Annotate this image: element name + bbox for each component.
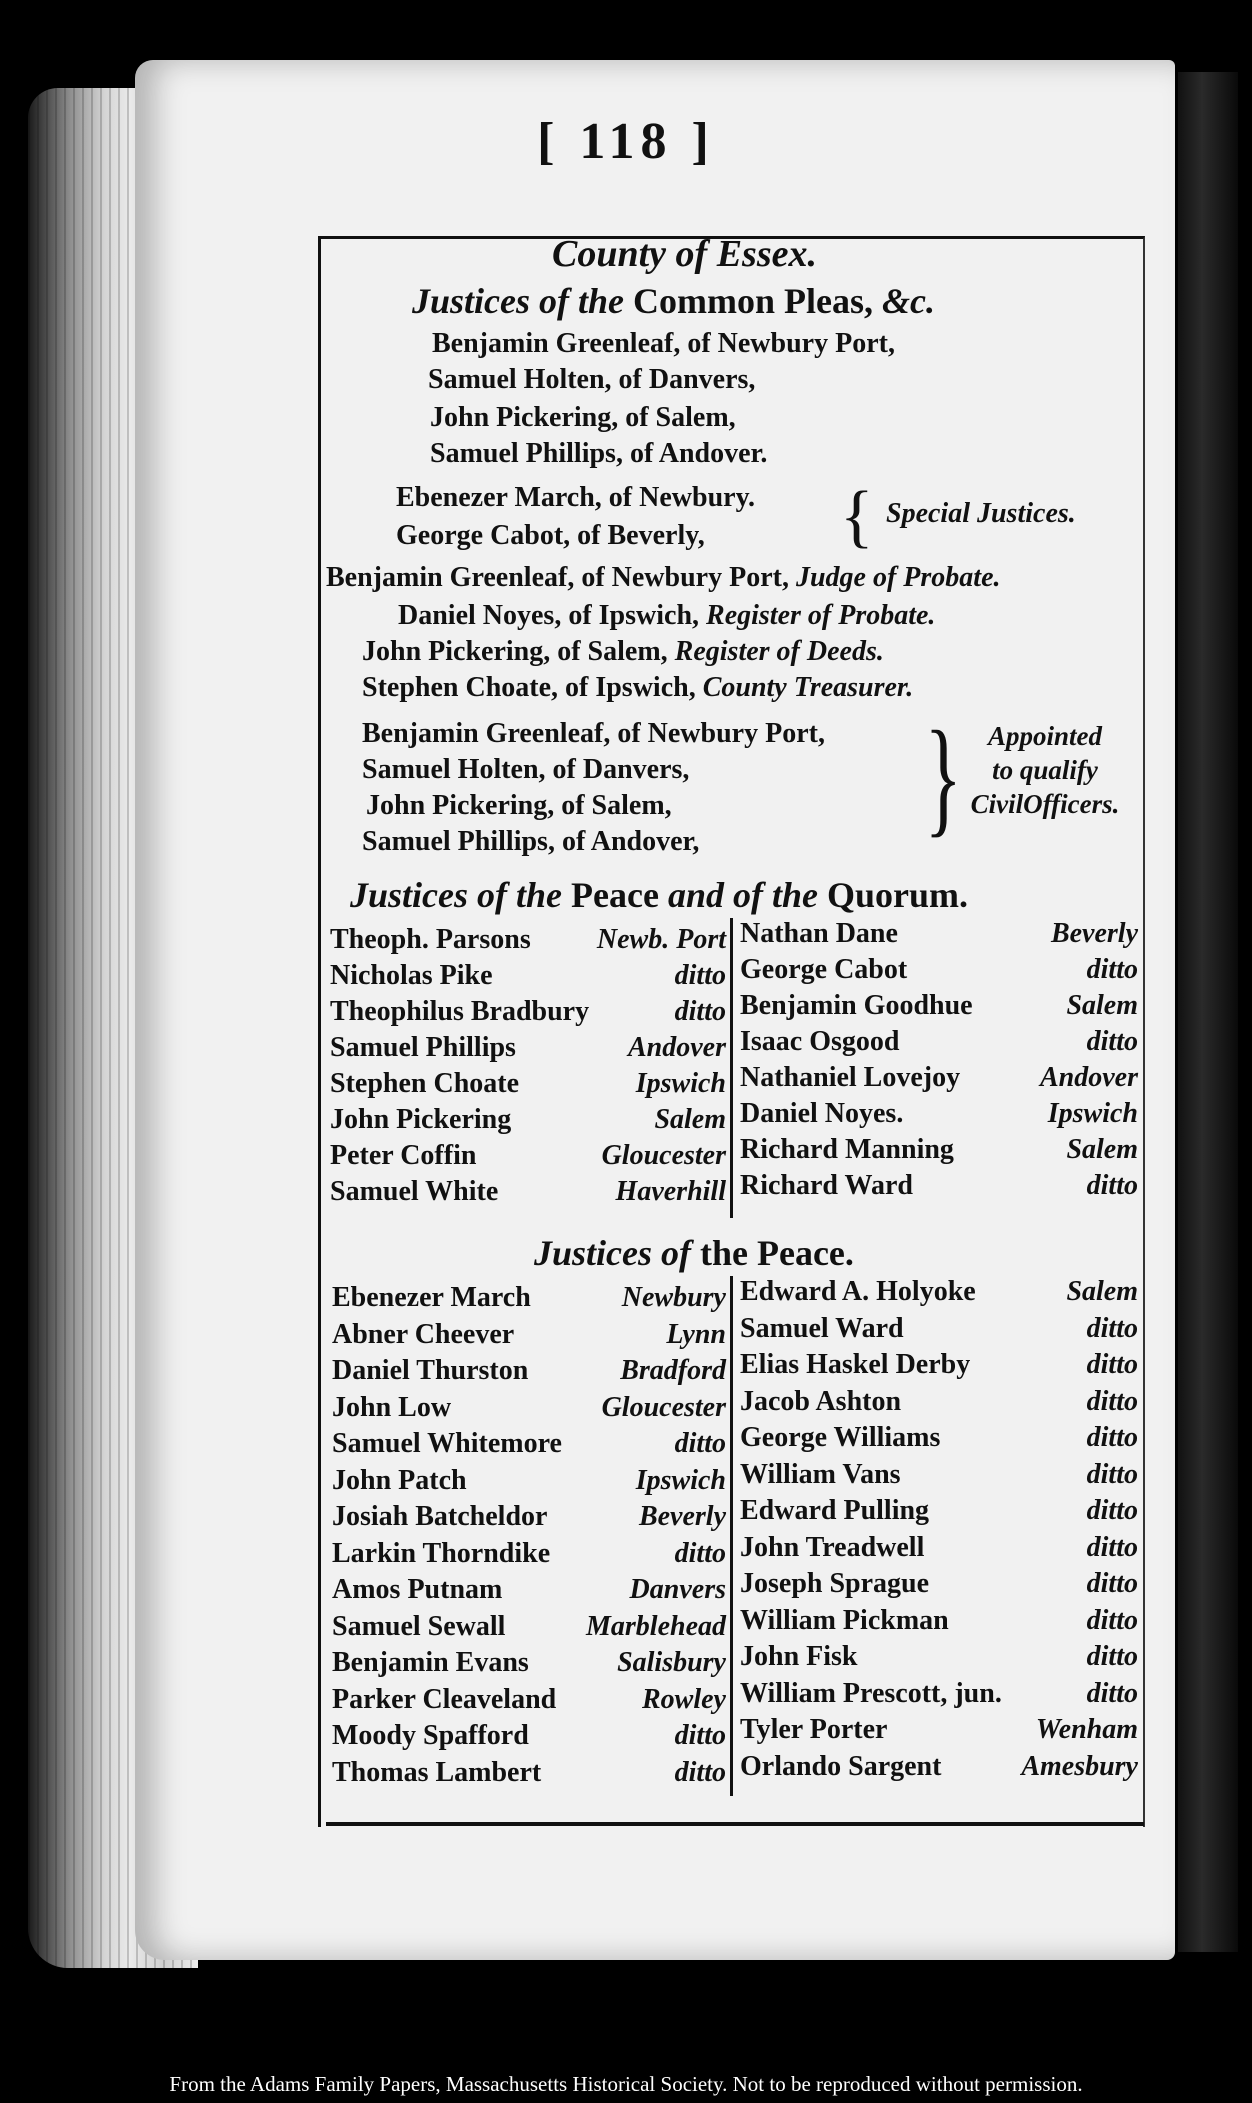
justice-town: ditto [1086,1568,1138,1599]
justice-name: Stephen Choate [330,1068,520,1099]
appointed-name: Samuel Phillips, of Andover, [362,826,700,857]
justice-town: ditto [674,1428,726,1459]
justice-row [332,1501,726,1537]
common-pleas-justice: Benjamin Greenleaf, of Newbury Port, [432,328,895,359]
officer-entry: Benjamin Greenleaf, of Newbury Port, Judge of Probate. [326,562,1001,593]
justice-row [740,1751,1138,1787]
justice-row [740,1170,1138,1206]
justice-name: Moody Spafford [332,1720,529,1751]
officer-entry: Daniel Noyes, of Ipswich, Register of Probate. [398,600,936,631]
justice-name: Theoph. Parsons [330,924,531,955]
justice-name: John Fisk [740,1641,858,1672]
justice-town: ditto [674,1756,726,1788]
justice-town: Danvers [629,1574,726,1605]
justice-row [740,1386,1138,1422]
justice-row [740,1495,1138,1531]
justice-name: Jacob Ashton [740,1385,902,1417]
justice-town: Andover [628,1032,726,1063]
justice-name: Nathan Dane [740,918,898,949]
justice-row [740,1313,1138,1349]
justice-row [330,924,726,960]
justice-row [740,1459,1138,1495]
appointed-name: Samuel Holten, of Danvers, [362,754,690,785]
justice-row [332,1319,726,1355]
justice-row [740,1134,1138,1170]
justice-row [330,1068,726,1104]
justice-town: ditto [1086,1531,1138,1563]
justice-name: Ebenezer March [332,1282,531,1313]
justice-row [740,1568,1138,1604]
bottom-rule [326,1822,1144,1826]
justice-name: Larkin Thorndike [332,1537,551,1569]
justice-row [740,1276,1138,1312]
justice-row [332,1647,726,1683]
justice-name: John Pickering [330,1104,512,1135]
justice-row [740,1605,1138,1641]
justice-town: Haverhill [615,1176,726,1207]
justice-name: Samuel White [330,1176,499,1207]
justice-row [332,1757,726,1793]
justice-name: Abner Cheever [332,1318,515,1350]
justice-name: Parker Cleaveland [332,1683,557,1715]
county-heading: County of Essex. [552,233,817,275]
justice-name: Edward A. Holyoke [740,1276,976,1307]
justice-town: Ipswich [635,1464,726,1496]
common-pleas-heading: Justices of the Common Pleas, &c. [412,281,935,321]
justice-town: ditto [1086,954,1138,985]
justice-town: Rowley [642,1683,726,1715]
page-number: [ 118 ] [537,113,715,170]
special-justices-label: Special Justices. [886,498,1076,529]
archive-caption: From the Adams Family Papers, Massachusetts Historical Society. Not to be reproduced without permission. [169,2072,1083,2096]
justice-name: Daniel Noyes. [740,1098,904,1129]
justice-row [332,1574,726,1610]
justice-town: Salem [654,1104,726,1135]
justice-name: Elias Haskel Derby [740,1349,971,1380]
justice-name: Samuel Sewall [332,1610,506,1642]
justice-row [330,960,726,996]
justice-name: Josiah Batcheldor [332,1501,548,1532]
justice-name: Benjamin Goodhue [740,990,973,1021]
justice-town: ditto [1086,1312,1138,1344]
justice-name: Amos Putnam [332,1574,503,1605]
justice-town: ditto [1086,1422,1138,1453]
justice-row [740,918,1138,954]
justice-row [740,1714,1138,1750]
justice-name: Isaac Osgood [740,1026,900,1057]
justice-name: Theophilus Bradbury [330,996,590,1027]
justice-town: Newb. Port [596,924,726,955]
appointed-name: John Pickering, of Salem, [366,790,672,821]
justice-name: William Prescott, jun. [740,1677,1002,1709]
justice-row [330,1176,726,1212]
special-brace: { [840,478,874,555]
justice-town: ditto [1086,1458,1138,1490]
justice-row [740,1678,1138,1714]
justice-row [332,1392,726,1428]
justice-row [740,1349,1138,1385]
justice-town: ditto [1086,1604,1138,1636]
justice-row [332,1538,726,1574]
quorum-column-rule [730,918,733,1218]
justice-town: ditto [1086,1385,1138,1417]
justice-row [740,990,1138,1026]
justice-town: Salisbury [617,1647,726,1678]
justice-row [330,1104,726,1140]
justice-name: John Low [332,1391,452,1423]
common-pleas-justice: Samuel Phillips, of Andover. [430,438,768,469]
justice-row [740,1532,1138,1568]
justice-row [740,1098,1138,1134]
justice-name: Daniel Thurston [332,1355,529,1386]
justice-name: Thomas Lambert [332,1756,542,1788]
justice-name: Joseph Sprague [740,1568,930,1599]
justice-town: Gloucester [601,1391,726,1423]
justice-town: Newbury [621,1282,726,1313]
appointed-name: Benjamin Greenleaf, of Newbury Port, [362,718,825,749]
justice-row [330,996,726,1032]
justice-town: ditto [1086,1170,1138,1201]
justice-town: Beverly [638,1501,726,1532]
justice-town: ditto [674,960,726,991]
justice-town: ditto [1086,1349,1138,1380]
justice-row [740,954,1138,990]
justice-row [740,1062,1138,1098]
justice-name: Benjamin Evans [332,1647,529,1678]
justice-row [740,1422,1138,1458]
justice-town: Lynn [666,1318,726,1350]
justice-town: Salem [1066,1134,1138,1165]
justice-row [332,1282,726,1318]
justice-row [332,1684,726,1720]
special-justice: Ebenezer March, of Newbury. [396,482,756,513]
justice-name: Richard Ward [740,1170,913,1201]
common-pleas-justice: John Pickering, of Salem, [430,402,736,433]
justice-town: Ipswich [1047,1098,1138,1129]
justice-name: Orlando Sargent [740,1750,942,1782]
justice-town: Salem [1066,1276,1138,1307]
justice-town: ditto [1086,1641,1138,1672]
special-justice: George Cabot, of Beverly, [396,520,705,551]
justice-row [330,1032,726,1068]
appointed-brace: } [924,705,962,849]
justice-town: Ipswich [635,1068,726,1099]
justice-name: George Cabot [740,954,908,985]
justice-name: Samuel Ward [740,1312,904,1344]
common-pleas-justice: Samuel Holten, of Danvers, [428,364,756,395]
justice-name: Samuel Phillips [330,1032,516,1063]
justice-row [332,1428,726,1464]
justice-name: Richard Manning [740,1134,954,1165]
justice-row [332,1720,726,1756]
justice-name: John Patch [332,1464,467,1496]
justice-row [332,1611,726,1647]
book-gutter [1178,72,1238,1952]
justice-town: Beverly [1050,918,1138,949]
justice-town: ditto [1086,1495,1138,1526]
justice-name: Nathaniel Lovejoy [740,1062,961,1093]
justice-name: William Vans [740,1458,901,1490]
officer-entry: Stephen Choate, of Ipswich, County Treasurer. [362,672,914,703]
peace-column-rule [730,1276,733,1796]
justice-town: Bradford [620,1355,726,1386]
officer-entry: John Pickering, of Salem, Register of Deeds. [362,636,884,667]
justice-row [330,1140,726,1176]
justice-town: Amesbury [1021,1750,1138,1782]
justice-town: ditto [674,1537,726,1569]
peace-heading: Justices of the Peace. [534,1233,854,1273]
justice-name: Edward Pulling [740,1495,930,1526]
appointed-label: Appointed to qualify CivilOfficers. [970,721,1120,819]
justice-row [740,1026,1138,1062]
justice-name: George Williams [740,1422,941,1453]
justice-name: Samuel Whitemore [332,1428,562,1459]
justice-town: ditto [1086,1026,1138,1057]
justice-town: ditto [674,1720,726,1751]
justice-name: John Treadwell [740,1531,925,1563]
justice-row [332,1355,726,1391]
justice-town: Andover [1040,1062,1138,1093]
justice-town: Wenham [1035,1714,1138,1745]
justice-town: Marblehead [586,1610,726,1642]
justice-name: Nicholas Pike [330,960,493,991]
justice-town: Salem [1066,990,1138,1021]
justice-town: Gloucester [601,1140,726,1171]
quorum-heading: Justices of the Peace and of the Quorum. [350,875,968,915]
justice-name: William Pickman [740,1604,949,1636]
justice-name: Peter Coffin [330,1140,477,1171]
justice-town: ditto [674,996,726,1027]
justice-row [740,1641,1138,1677]
justice-row [332,1465,726,1501]
justice-name: Tyler Porter [740,1714,888,1745]
justice-town: ditto [1086,1677,1138,1709]
